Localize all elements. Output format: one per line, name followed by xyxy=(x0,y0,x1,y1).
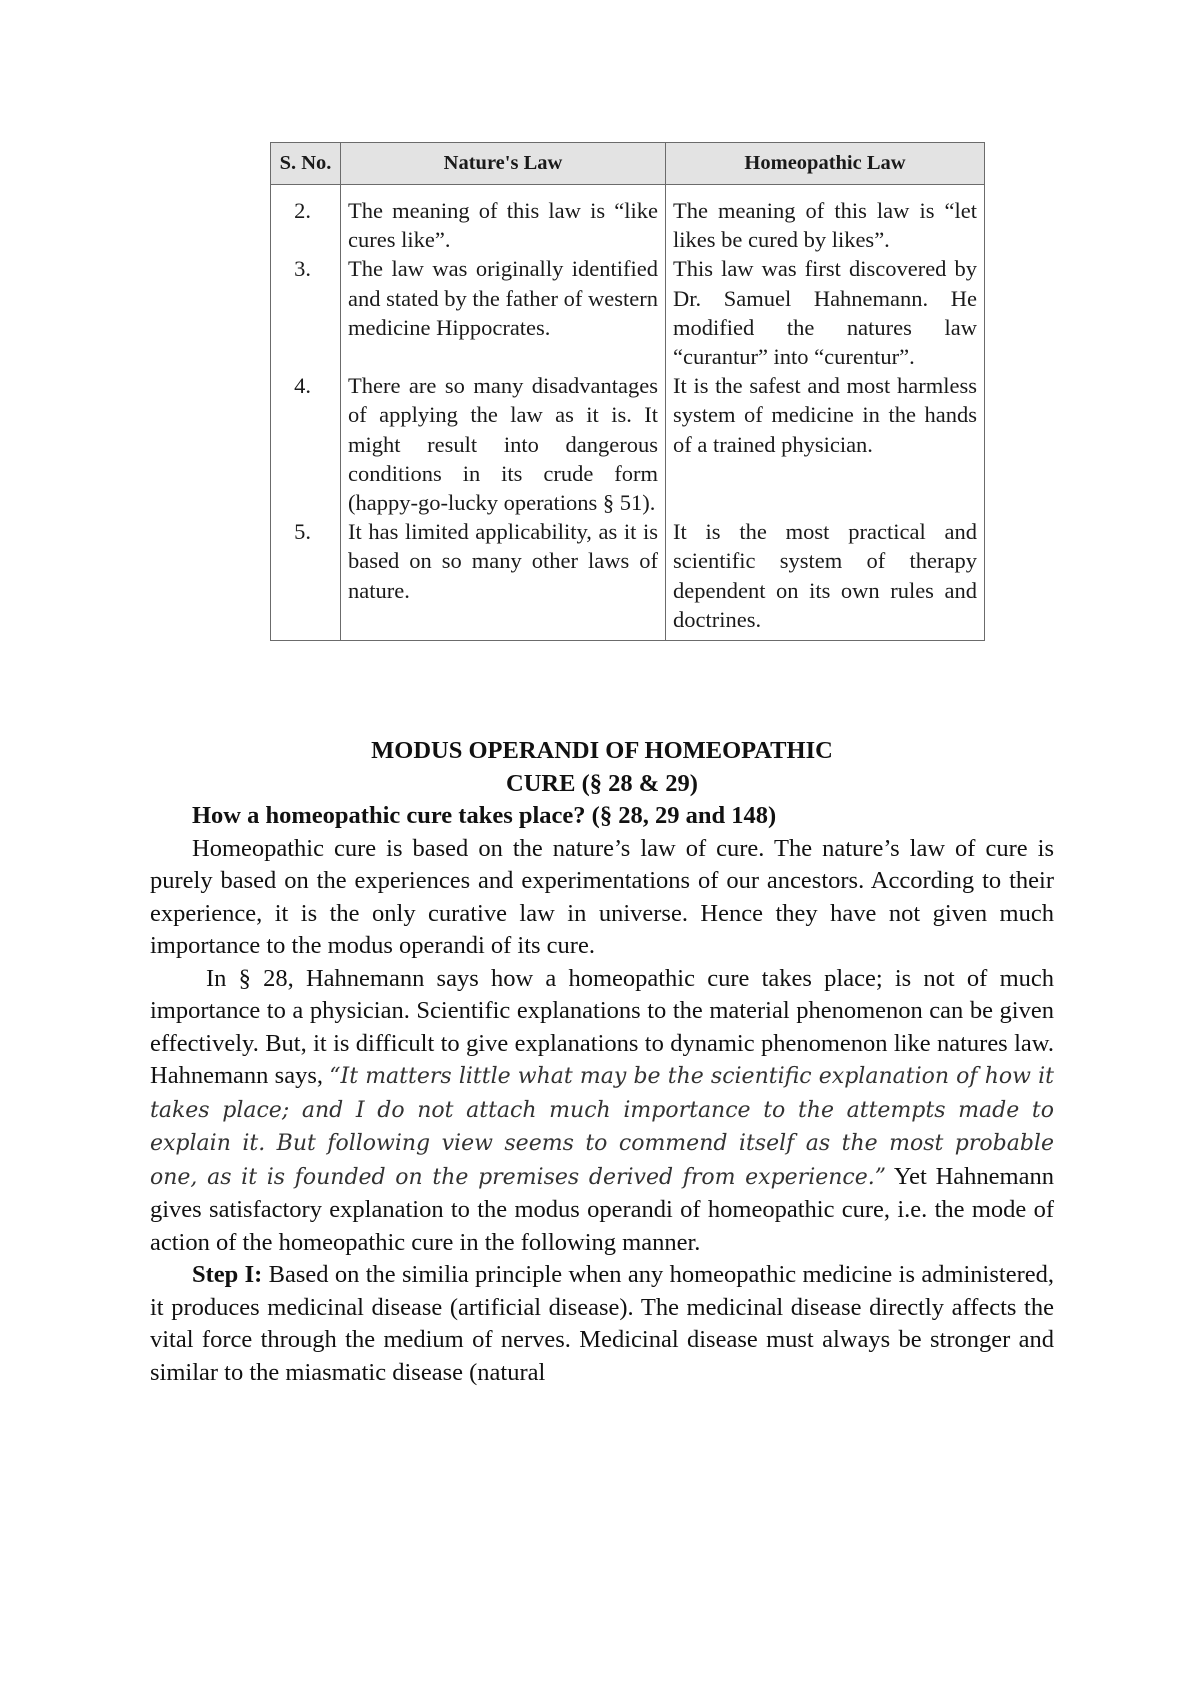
modus-operandi-section xyxy=(150,735,1054,1389)
row-sno: 5. xyxy=(271,517,341,640)
row-sno: 4. xyxy=(271,371,341,517)
table-row xyxy=(271,254,985,371)
table-row xyxy=(271,371,985,517)
row-natures-law: There are so many disadvantages of applying the law as it is. It might result into dangerous conditions in its crude form (happy-go-lucky operations § 51). xyxy=(341,371,666,517)
paragraph-hahnemann xyxy=(150,963,1054,1260)
section-title-line1: MODUS OPERANDI OF HOMEOPATHIC xyxy=(371,737,833,764)
paragraph-step-1 xyxy=(150,1259,1054,1389)
comparison-table xyxy=(270,142,985,641)
step-1-label: Step I: xyxy=(192,1261,263,1288)
table-row xyxy=(271,185,985,255)
row-sno: 3. xyxy=(271,254,341,371)
table-header-row xyxy=(271,143,985,185)
section-subtitle: How a homeopathic cure takes place? (§ 28, 29 and 148) xyxy=(192,802,777,829)
header-homeopathic-law: Homeopathic Law xyxy=(666,143,985,185)
row-homeopathic-law: This law was first discovered by Dr. Samuel Hahnemann. He modified the natures law “curantur” into “curentur”. xyxy=(666,254,985,371)
row-natures-law: The meaning of this law is “like cures like”. xyxy=(341,185,666,255)
paragraph-intro: Homeopathic cure is based on the nature’s law of cure. The nature’s law of cure is purely based on the experiences and experimentations of our ancestors. According to their experience, it is the only curative law in universe. Hence they have not given much importance to the modus operandi of its cure. xyxy=(150,834,1054,959)
row-natures-law: It has limited applicability, as it is based on so many other laws of nature. xyxy=(341,517,666,640)
paragraph-hahnemann-end: Yet Hahnemann gives satisfactory explanation to the modus operandi of homeopathic cure, i.e. the mode of action of the homeopathic cure in the following manner. xyxy=(150,1162,1054,1256)
row-homeopathic-law: It is the safest and most harmless system of medicine in the hands of a trained physician. xyxy=(666,371,985,517)
row-homeopathic-law: It is the most practical and scientific system of therapy dependent on its own rules and doctrines. xyxy=(666,517,985,640)
hahnemann-quote: “It matters little what may be the scientific explanation of how it takes place; and I do not attach much importance to the attempts made to explain it. But following view seems to commend itself as the most probable one, as it is founded on the premises derived from experience.” xyxy=(150,1064,1054,1190)
row-natures-law: The law was originally identified and stated by the father of western medicine Hippocrates. xyxy=(341,254,666,371)
table-row xyxy=(271,517,985,640)
header-sno: S. No. xyxy=(271,143,341,185)
step-1-text: Based on the similia principle when any homeopathic medicine is administered, it produces medicinal disease (artificial disease). The medicinal disease directly affects the vital force through the medium of nerves. Medicinal disease must always be stronger and similar to the miasmatic disease (natural xyxy=(150,1261,1054,1386)
header-natures-law: Nature's Law xyxy=(341,143,666,185)
section-title-line2: CURE (§ 28 & 29) xyxy=(506,769,698,797)
row-homeopathic-law: The meaning of this law is “let likes be cured by likes”. xyxy=(666,185,985,255)
row-sno: 2. xyxy=(271,185,341,255)
paragraph-hahnemann-start: In § 28, Hahnemann says how a homeopathic cure takes place; is not of much importance to a physician. Scientific explanations to the material phenomenon can be given effectively. But, it is difficult to give explanations to dynamic phenomenon like natures law. Hahnemann says, xyxy=(150,964,1054,1089)
